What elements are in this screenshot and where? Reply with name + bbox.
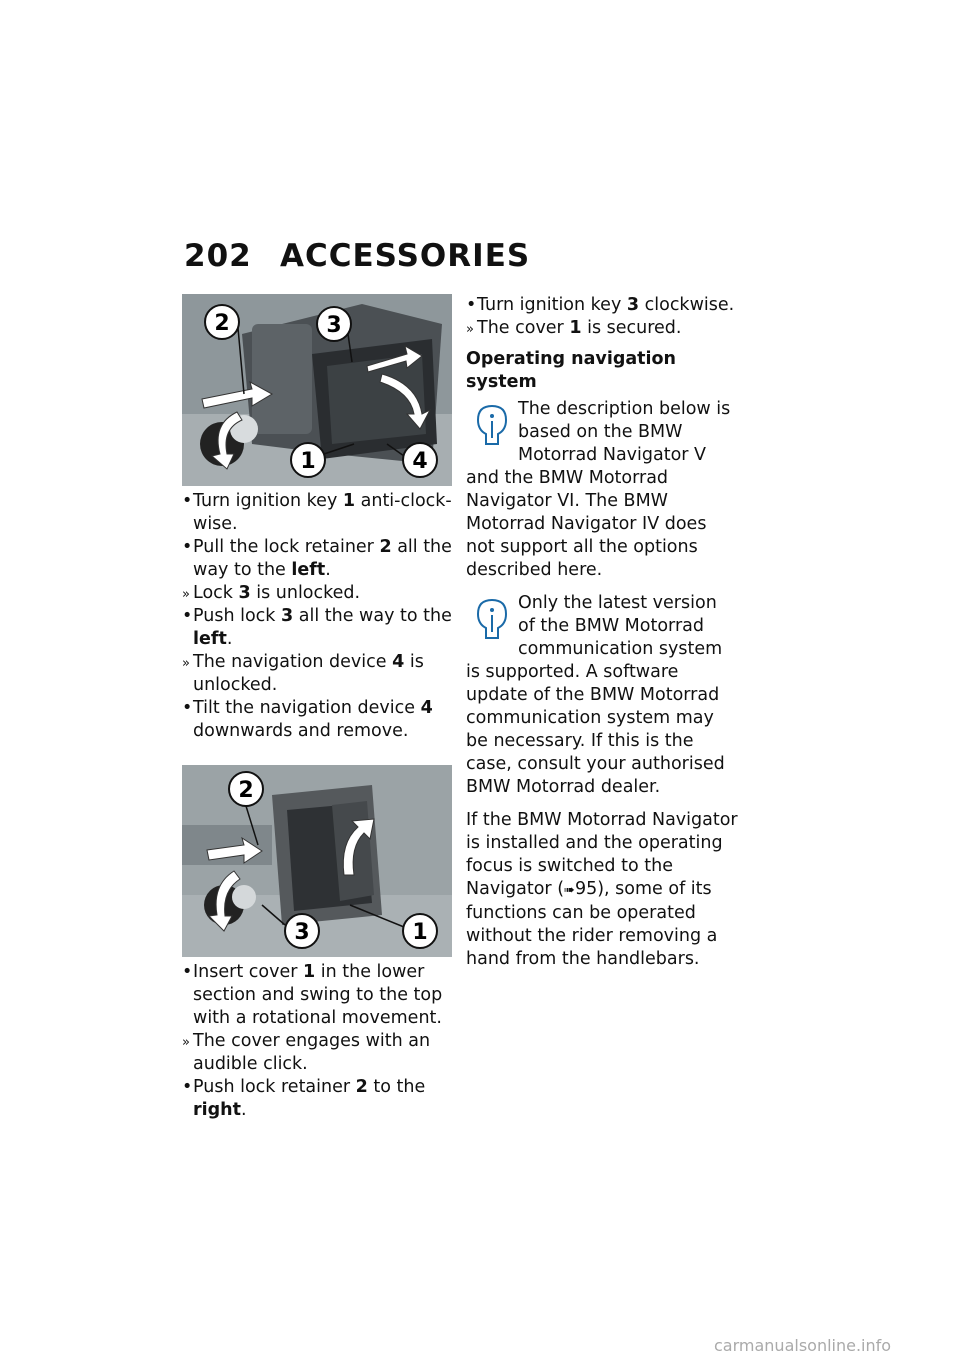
step-text: all the way to the bbox=[193, 537, 452, 580]
step-text: Turn ignition key bbox=[193, 491, 343, 511]
result-marker: » bbox=[182, 656, 190, 671]
callout-3 bbox=[317, 307, 351, 341]
page-ref-link[interactable]: 95 bbox=[574, 879, 598, 899]
step-text: Tilt the navigation device bbox=[193, 698, 421, 718]
reference-number: left bbox=[193, 629, 227, 649]
step-text: The cover engages with an audible click. bbox=[193, 1031, 431, 1074]
callout-4 bbox=[403, 443, 437, 477]
reference-number: 2 bbox=[355, 1077, 368, 1097]
instruction-step bbox=[182, 536, 454, 582]
callout-label: 4 bbox=[412, 449, 428, 474]
instruction-step bbox=[182, 961, 454, 1030]
paragraph-text: If the BMW Motorrad Navigator is installed and the operating focus is switched to the Navigator ( bbox=[466, 810, 738, 899]
step-text: . bbox=[240, 1100, 247, 1120]
paragraph-text: ), some of its functions can be operated without the rider removing a hand from the handlebars. bbox=[466, 879, 718, 969]
step-text: is unlocked. bbox=[250, 583, 361, 603]
instruction-step bbox=[182, 1076, 454, 1122]
right-column bbox=[466, 294, 738, 971]
callout-label: 2 bbox=[214, 311, 230, 336]
note-text: Only the latest version of the BMW Motorrad communication system is supported. A software update of the BMW Motorrad communication system may be necessary. If this is the case, consult your authorised BMW Motorrad dealer. bbox=[466, 593, 725, 797]
reference-number: 1 bbox=[569, 318, 582, 338]
step-text: The navigation device bbox=[193, 652, 393, 672]
step-text: Lock bbox=[193, 583, 239, 603]
callout-label: 3 bbox=[326, 313, 342, 338]
info-note bbox=[466, 592, 738, 799]
step-text: Pull the lock retainer bbox=[193, 537, 380, 557]
left-column bbox=[182, 294, 454, 1122]
reference-number: 1 bbox=[342, 491, 356, 511]
chapter-title: ACCESSORIES bbox=[280, 238, 531, 274]
result-marker: » bbox=[466, 322, 474, 337]
step-text: The cover bbox=[477, 318, 570, 338]
bullet-marker: • bbox=[466, 295, 477, 315]
step-text: downwards and remove. bbox=[193, 721, 409, 741]
step-text: in the lower section and swing to the top with a rotational movement. bbox=[193, 962, 443, 1028]
result-step bbox=[182, 582, 454, 605]
bullet-marker: • bbox=[182, 537, 193, 557]
reference-number: 1 bbox=[302, 962, 316, 982]
instruction-step bbox=[182, 697, 454, 743]
note-text: The description below is based on the BMW Motorrad Navigator V and the BMW Motorrad Navigator VI. The BMW Motorrad Navigator IV does not support all the options described here. bbox=[466, 399, 731, 580]
callout-label: 2 bbox=[238, 778, 254, 803]
illustration-cover-insertion bbox=[182, 765, 452, 957]
reference-number: 4 bbox=[392, 652, 405, 672]
operating-paragraph bbox=[466, 809, 738, 971]
instruction-step bbox=[466, 294, 738, 317]
step-text: Push lock bbox=[193, 606, 281, 626]
info-icon bbox=[474, 598, 510, 642]
bullet-marker: • bbox=[182, 491, 193, 511]
step-text: Push lock retainer bbox=[193, 1077, 356, 1097]
illustration-navigator-removal bbox=[182, 294, 452, 486]
step-text: is secured. bbox=[581, 318, 682, 338]
reference-number: 3 bbox=[281, 606, 294, 626]
callout-1 bbox=[403, 914, 437, 948]
callout-1 bbox=[291, 443, 325, 477]
step-text: . bbox=[325, 560, 331, 580]
page-header bbox=[184, 238, 530, 274]
result-marker: » bbox=[182, 1035, 190, 1050]
reference-number: 4 bbox=[420, 698, 433, 718]
step-text: anti-clock-wise. bbox=[193, 491, 452, 534]
figure-insert-cover bbox=[182, 765, 452, 957]
bullet-marker: • bbox=[182, 606, 193, 626]
step-text: Insert cover bbox=[193, 962, 303, 982]
callout-label: 1 bbox=[412, 920, 428, 945]
callout-2 bbox=[205, 305, 239, 339]
step-text: Turn ignition key bbox=[477, 295, 627, 315]
step-text: is unlocked. bbox=[193, 652, 424, 695]
result-step bbox=[182, 1030, 454, 1076]
reference-number: 2 bbox=[379, 537, 392, 557]
instruction-step bbox=[182, 605, 454, 651]
step-text: clockwise. bbox=[639, 295, 735, 315]
watermark: carmanualsonline.info bbox=[714, 1336, 892, 1355]
page-ref-arrow-icon: ➠ bbox=[564, 883, 575, 898]
instruction-step bbox=[182, 490, 454, 536]
reference-number: 3 bbox=[238, 583, 251, 603]
info-note bbox=[466, 398, 738, 582]
section-heading: Operating navigation system bbox=[466, 349, 677, 392]
result-step bbox=[182, 651, 454, 697]
callout-label: 3 bbox=[294, 920, 310, 945]
bullet-marker: • bbox=[182, 1077, 193, 1097]
reference-number: 3 bbox=[626, 295, 640, 315]
bullet-marker: • bbox=[182, 962, 193, 982]
result-marker: » bbox=[182, 587, 190, 602]
steps-remove bbox=[182, 490, 454, 743]
figure-remove-navigator bbox=[182, 294, 452, 486]
steps-secure bbox=[466, 294, 738, 340]
step-text: all the way to the bbox=[293, 606, 452, 626]
callout-label: 1 bbox=[300, 449, 316, 474]
page-number: 202 bbox=[184, 238, 252, 274]
step-text: . bbox=[226, 629, 233, 649]
step-text: to the bbox=[367, 1077, 426, 1097]
info-icon bbox=[474, 404, 510, 448]
callout-2 bbox=[229, 772, 263, 806]
callout-3 bbox=[285, 914, 319, 948]
result-step bbox=[466, 317, 738, 340]
reference-number: left bbox=[291, 560, 326, 580]
steps-insert bbox=[182, 961, 454, 1122]
reference-number: right bbox=[193, 1100, 241, 1120]
bullet-marker: • bbox=[182, 698, 193, 718]
